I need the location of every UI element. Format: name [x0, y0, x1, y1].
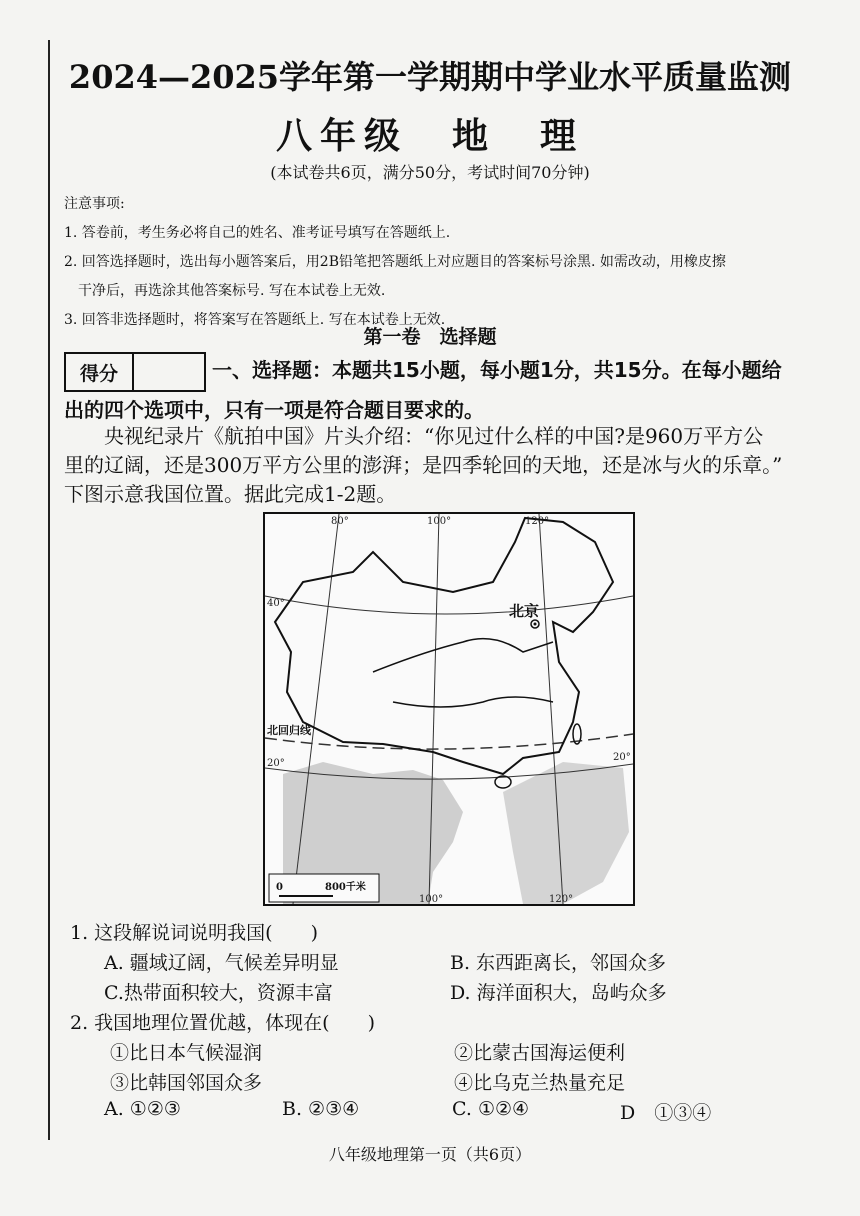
intro-line: 里的辽阔，还是300万平方公里的澎湃；是四季轮回的天地，还是冰与火的乐章。”	[64, 453, 783, 477]
exam-info: (本试卷共6页，满分50分，考试时间70分钟)	[270, 163, 590, 182]
notes-heading: 注意事项:	[64, 196, 125, 212]
lon-label-120-bottom: 120°	[549, 894, 574, 905]
intro-line: 央视纪录片《航拍中国》片头介绍：“你见过什么样的中国?是960万平方公	[104, 424, 764, 448]
notes-section	[64, 190, 824, 335]
lat-label-20-right: 20°	[613, 752, 631, 763]
exam-title: 2024—2025学年第一学期期中学业水平质量监测	[68, 58, 792, 96]
question-2-stem: 2. 我国地理位置优越，体现在( )	[70, 1012, 375, 1034]
q2-statement-2: ②比蒙古国海运便利	[454, 1042, 626, 1064]
q1-option-b: B. 东西距离长，邻国众多	[450, 952, 667, 974]
beijing-marker-dot	[534, 623, 537, 626]
lat-label-40: 40°	[267, 598, 285, 609]
intro-passage	[64, 422, 824, 509]
lon-label-100-bottom: 100°	[419, 894, 444, 905]
q2-option-b: B. ②③④	[282, 1098, 360, 1120]
score-label: 得分	[66, 354, 134, 390]
china-location-map	[263, 512, 635, 906]
scale-text: 800千米	[325, 882, 366, 893]
lon-label-100: 100°	[427, 516, 452, 527]
q2-option-c: C. ①②④	[452, 1098, 530, 1120]
beijing-label: 北京	[509, 602, 540, 620]
note-item: 2. 回答选择题时，选出每小题答案后，用2B铅笔把答题纸上对应题目的答案标号涂黑. 如需改动，用橡皮擦	[64, 254, 726, 270]
q1-option-a: A. 疆域辽阔，气候差异明显	[104, 952, 339, 974]
intro-line: 下图示意我国位置。据此完成1-2题。	[64, 482, 397, 506]
q2-option-a: A. ①②③	[104, 1098, 181, 1120]
question-1-stem: 1. 这段解说词说明我国( )	[70, 922, 318, 944]
binding-margin-line	[48, 40, 50, 1140]
page-footer: 八年级地理第一页（共6页）	[328, 1145, 532, 1164]
q1-option-d: D. 海洋面积大，岛屿众多	[450, 982, 667, 1004]
section-title: 第一卷 选择题	[363, 326, 497, 348]
lon-label-80: 80°	[331, 516, 349, 527]
exam-subtitle: 八年级 地 理	[275, 115, 584, 157]
instruction-line-1: 一、选择题：本题共15小题，每小题1分，共15分。在每小题给	[212, 358, 782, 382]
score-box	[64, 352, 206, 392]
note-item: 3. 回答非选择题时，将答案写在答题纸上. 写在本试卷上无效.	[64, 312, 446, 328]
note-item: 干净后，再选涂其他答案标号. 写在本试卷上无效.	[78, 283, 386, 299]
q1-option-c: C.热带面积较大，资源丰富	[104, 982, 333, 1004]
score-field[interactable]	[134, 354, 204, 390]
instruction-line-2: 出的四个选项中，只有一项是符合题目要求的。	[64, 398, 484, 422]
tropic-label: 北回归线	[267, 724, 311, 737]
lon-label-120: 120°	[525, 516, 550, 527]
lat-label-20-left: 20°	[267, 758, 285, 769]
scale-zero: 0	[276, 882, 283, 893]
q2-statement-4: ④比乌克兰热量充足	[454, 1072, 626, 1094]
q2-option-d: D ①③④	[620, 1102, 712, 1124]
q2-statement-1: ①比日本气候湿润	[110, 1042, 263, 1064]
note-item: 1. 答卷前，考生务必将自己的姓名、准考证号填写在答题纸上.	[64, 225, 451, 241]
q2-statement-3: ③比韩国邻国众多	[110, 1072, 263, 1094]
